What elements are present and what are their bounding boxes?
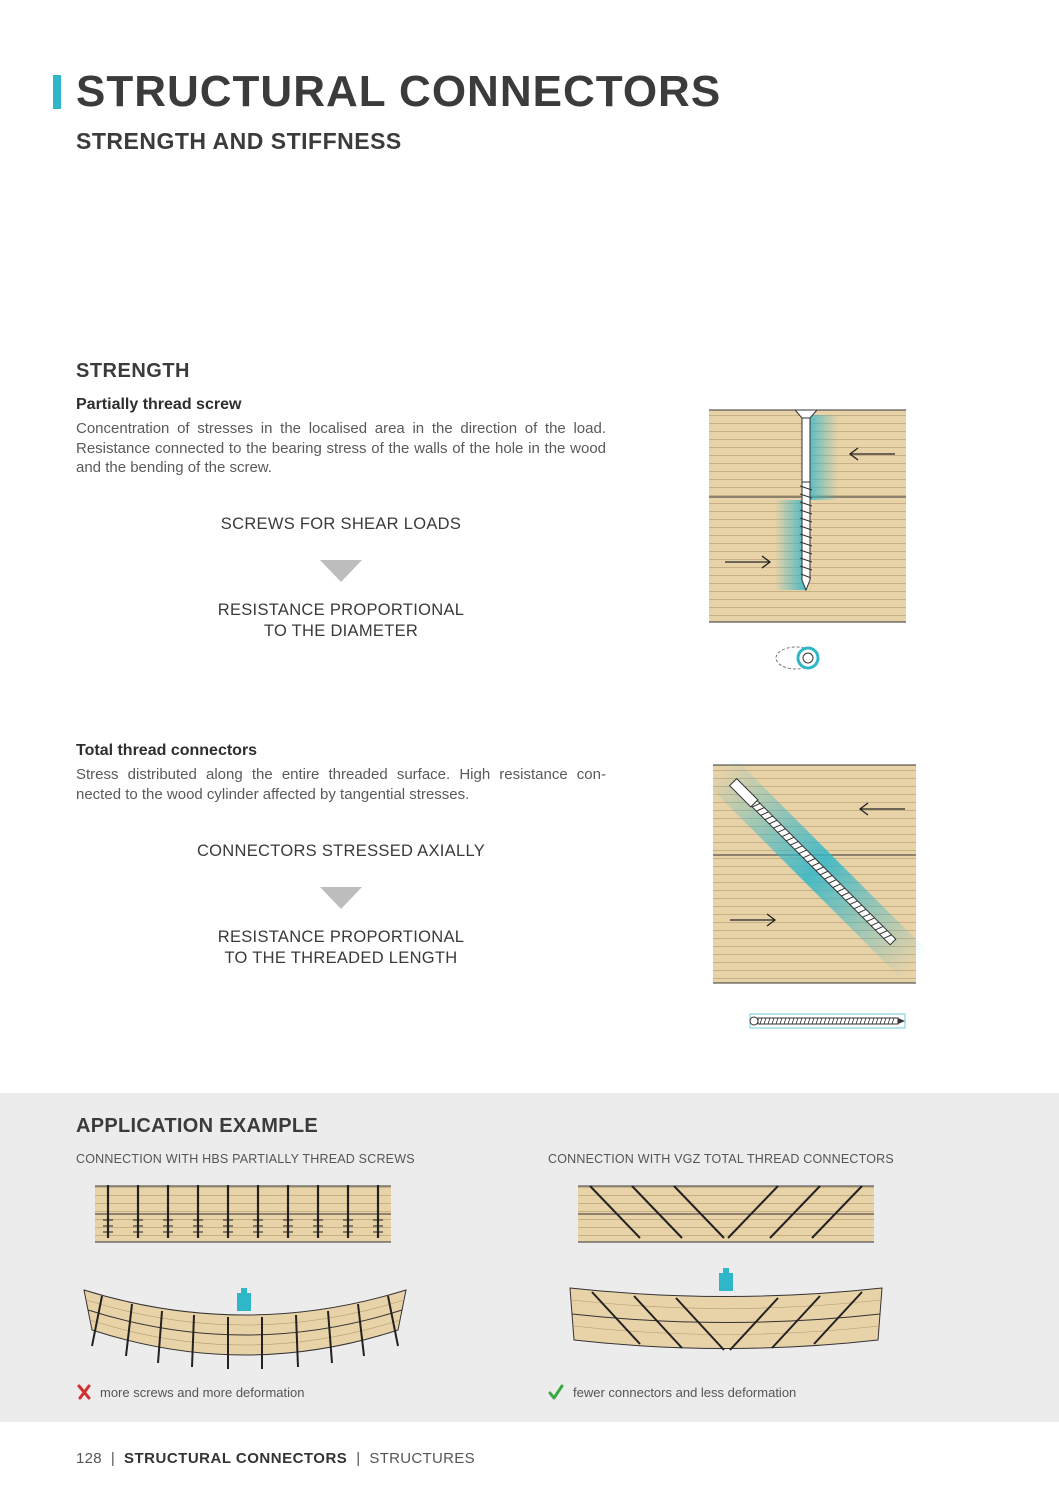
connector-section	[750, 1017, 758, 1025]
partial-thread-text: Concentration of stresses in the localised area in the direction of the load. Resistance connected to the bearing stress of the walls of the hole in the wood and the bending of the screw.	[76, 420, 606, 476]
total-thread-text: Stress distributed along the entire threaded surface. High resistance con-nected to the wood cylinder affected by tangential stresses.	[76, 766, 606, 803]
vgz-beam-diagram	[560, 1180, 890, 1380]
partial-thread-diagram	[700, 400, 915, 680]
footer-chapter: STRUCTURES	[369, 1450, 475, 1467]
footer-separator: |	[106, 1450, 120, 1467]
note-hbs: more screws and more deformation	[100, 1385, 305, 1400]
flow-resistance-length-1: RESISTANCE PROPORTIONAL	[217, 928, 465, 946]
page-number: 128	[76, 1450, 102, 1467]
flow-arrow-down	[320, 560, 362, 582]
page-subtitle: STRENGTH AND STIFFNESS	[76, 128, 402, 154]
page-title: STRUCTURAL CONNECTORS	[76, 67, 722, 116]
weight-icon	[237, 1293, 251, 1311]
hbs-beam-diagram	[70, 1180, 420, 1380]
page-footer	[76, 1450, 475, 1467]
flow-shear-loads: SCREWS FOR SHEAR LOADS	[220, 515, 462, 533]
flow-resistance-length-2: TO THE THREADED LENGTH	[224, 949, 458, 967]
flow-arrow-down	[320, 887, 362, 909]
note-vgz: fewer connectors and less deformation	[573, 1385, 797, 1400]
total-thread-diagram	[700, 755, 925, 1035]
partial-thread-title: Partially thread screw	[76, 396, 242, 413]
section-heading-strength: STRENGTH	[76, 360, 190, 382]
flow-stressed-axially: CONNECTORS STRESSED AXIALLY	[196, 842, 486, 860]
caption-vgz: CONNECTION WITH VGZ TOTAL THREAD CONNECTORS	[548, 1152, 894, 1166]
total-thread-title: Total thread connectors	[76, 742, 258, 759]
check-icon	[548, 1384, 564, 1400]
stress-zone-upper	[806, 415, 838, 500]
footer-section: STRUCTURAL CONNECTORS	[124, 1450, 348, 1467]
flow-resistance-diameter-1: RESISTANCE PROPORTIONAL	[217, 601, 465, 619]
weight-icon	[719, 1273, 733, 1291]
screw-shank	[802, 418, 810, 482]
footer-separator: |	[351, 1450, 365, 1467]
stress-zone-lower	[775, 500, 806, 590]
caption-hbs: CONNECTION WITH HBS PARTIALLY THREAD SCREWS	[76, 1152, 415, 1166]
title-accent-bar	[53, 75, 61, 109]
screw-section	[798, 648, 818, 668]
section-heading-application: APPLICATION EXAMPLE	[76, 1115, 319, 1137]
cross-icon	[76, 1384, 92, 1400]
flow-resistance-diameter-2: TO THE DIAMETER	[263, 622, 419, 640]
